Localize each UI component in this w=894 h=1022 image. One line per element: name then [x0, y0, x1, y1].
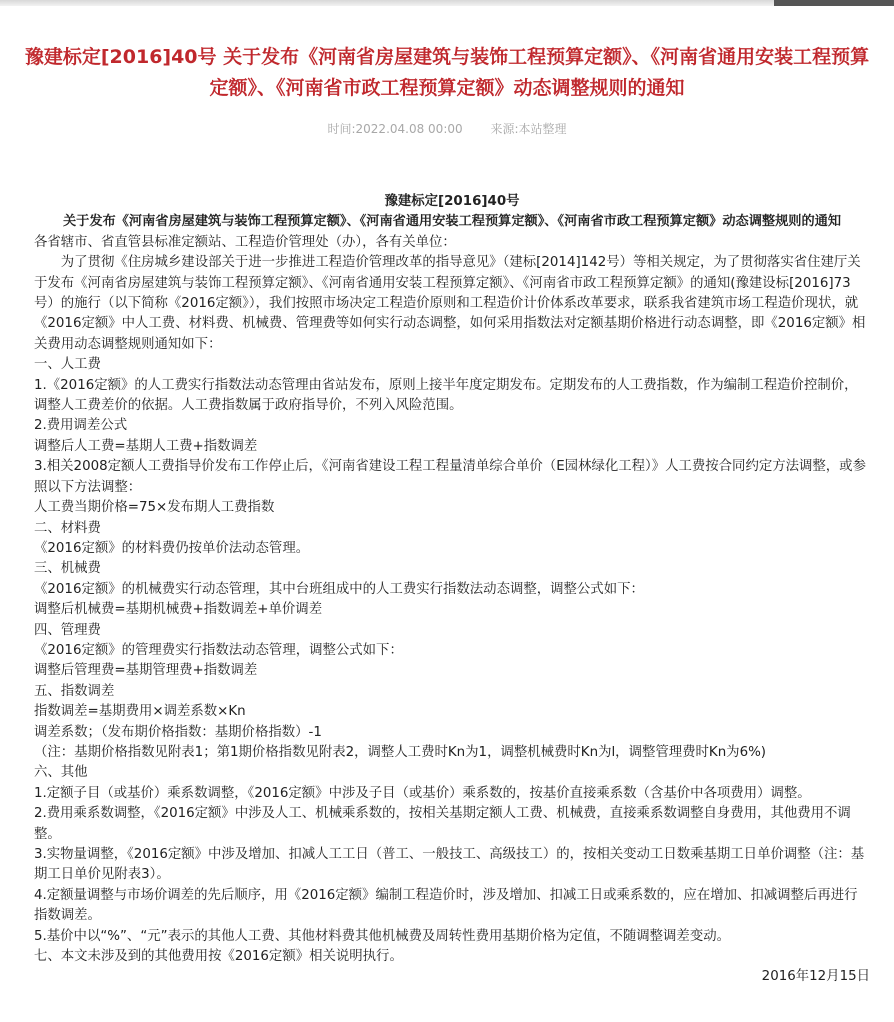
salutation: 各省辖市、省直管县标准定额站、工程造价管理处（办），各有关单位：	[34, 234, 456, 250]
document-number: 豫建标定[2016]40号	[384, 194, 520, 209]
publish-time: 时间:2022.04.08 00:00	[327, 122, 463, 136]
paragraph: 3.相关2008定额人工费指导价发布工作停止后，《河南省建设工程工程量清单综合单价（E园林绿化工程）》人工费按合同约定方法调整，或参照以下方法调整：	[34, 459, 866, 495]
formula: 调整后管理费=基期管理费+指数调差	[34, 663, 258, 679]
section-heading: 三、机械费	[34, 561, 101, 577]
document-date: 2016年12月15日	[761, 969, 870, 985]
formula: 指数调差=基期费用×调差系数×Kn	[34, 704, 246, 720]
paragraph: 1.定额子目（或基价）乘系数调整，《2016定额》中涉及子目（或基价）乘系数的，按基价直接乘系数（含基价中各项费用）调整。	[34, 785, 811, 801]
paragraph: 3.实物量调整，《2016定额》中涉及增加、扣减人工工日（普工、一般技工、高级技工）的，按相关变动工日数乘基期工日单价调整（注：基期工日单价见附表3）。	[34, 847, 865, 883]
article-header	[20, 42, 874, 137]
section-heading: 五、指数调差	[34, 683, 115, 699]
intro-paragraph: 为了贯彻《住房城乡建设部关于进一步推进工程造价管理改革的指导意见》（建标[2014]142号）等相关规定，为了贯彻落实省住建厅关于发布《河南省房屋建筑与装饰工程预算定额》、《河南省通用安装工程预算定额》、《河南省市政工程预算定额》的通知(豫建设标[2016]73号）的施行（以下简称《2016定额》），我们按照市场决定工程造价原则和工程造价计价体系改革要求，联系我省建筑市场工程造价现状，就《2016定额》中人工费、材料费、机械费、管理费等如何实行动态调整，如何采用指数法对定额基期价格进行动态调整，即《2016定额》相关费用动态调整规则通知如下：	[34, 255, 866, 352]
formula: 调整后机械费=基期机械费+指数调差+单价调差	[34, 602, 323, 618]
paragraph: 5.基价中以“%”、“元”表示的其他人工费、其他材料费其他机械费及周转性费用基期价格为定值，不随调整调差变动。	[34, 928, 730, 944]
formula: 调整后人工费=基期人工费+指数调差	[34, 438, 258, 454]
section-heading: 六、其他	[34, 765, 88, 781]
section-heading: 四、管理费	[34, 622, 101, 638]
formula: 人工费当期价格=75×发布期人工费指数	[34, 500, 275, 516]
paragraph: 2.费用乘系数调整，《2016定额》中涉及人工、机械乘系数的，按相关基期定额人工费、机械费，直接乘系数调整自身费用，其他费用不调整。	[34, 806, 851, 842]
formula: 调差系数；（发布期价格指数：基期价格指数）-1	[34, 724, 322, 740]
section-heading: 七、本文未涉及到的其他费用按《2016定额》相关说明执行。	[34, 949, 403, 965]
paragraph: 《2016定额》的机械费实行动态管理，其中台班组成中的人工费实行指数法动态调整，调整公式如下：	[34, 581, 644, 597]
paragraph: 2.费用调差公式	[34, 418, 128, 434]
document-title: 关于发布《河南省房屋建筑与装饰工程预算定额》、《河南省通用安装工程预算定额》、《河南省市政工程预算定额》动态调整规则的通知	[62, 214, 842, 230]
paragraph: 《2016定额》的材料费仍按单价法动态管理。	[34, 540, 310, 556]
article-meta	[20, 120, 874, 137]
paragraph: 《2016定额》的管理费实行指数法动态管理，调整公式如下：	[34, 642, 403, 658]
section-heading: 一、人工费	[34, 357, 101, 373]
window-top-bar	[0, 0, 894, 6]
article-body	[34, 192, 870, 988]
section-heading: 二、材料费	[34, 520, 101, 536]
note: （注：基期价格指数见附表1；第1期价格指数见附表2，调整人工费时Kn为1，调整机械费时Kn为l，调整管理费时Kn为6%)	[34, 744, 767, 760]
page-title: 豫建标定[2016]40号 关于发布《河南省房屋建筑与装饰工程预算定额》、《河南省通用安装工程预算定额》、《河南省市政工程预算定额》动态调整规则的通知	[24, 46, 870, 99]
source: 来源:本站整理	[490, 122, 567, 136]
window-top-bar-right	[774, 0, 894, 6]
paragraph: 1.《2016定额》的人工费实行指数法动态管理由省站发布，原则上接半年度定期发布。定期发布的人工费指数，作为编制工程造价控制价，调整人工费差价的依据。人工费指数属于政府指导价，不列入风险范围。	[34, 377, 858, 414]
paragraph: 4.定额量调整与市场价调差的先后顺序，用《2016定额》编制工程造价时，涉及增加、扣减工日或乘系数的，应在增加、扣减调整后再进行指数调差。	[34, 887, 858, 924]
